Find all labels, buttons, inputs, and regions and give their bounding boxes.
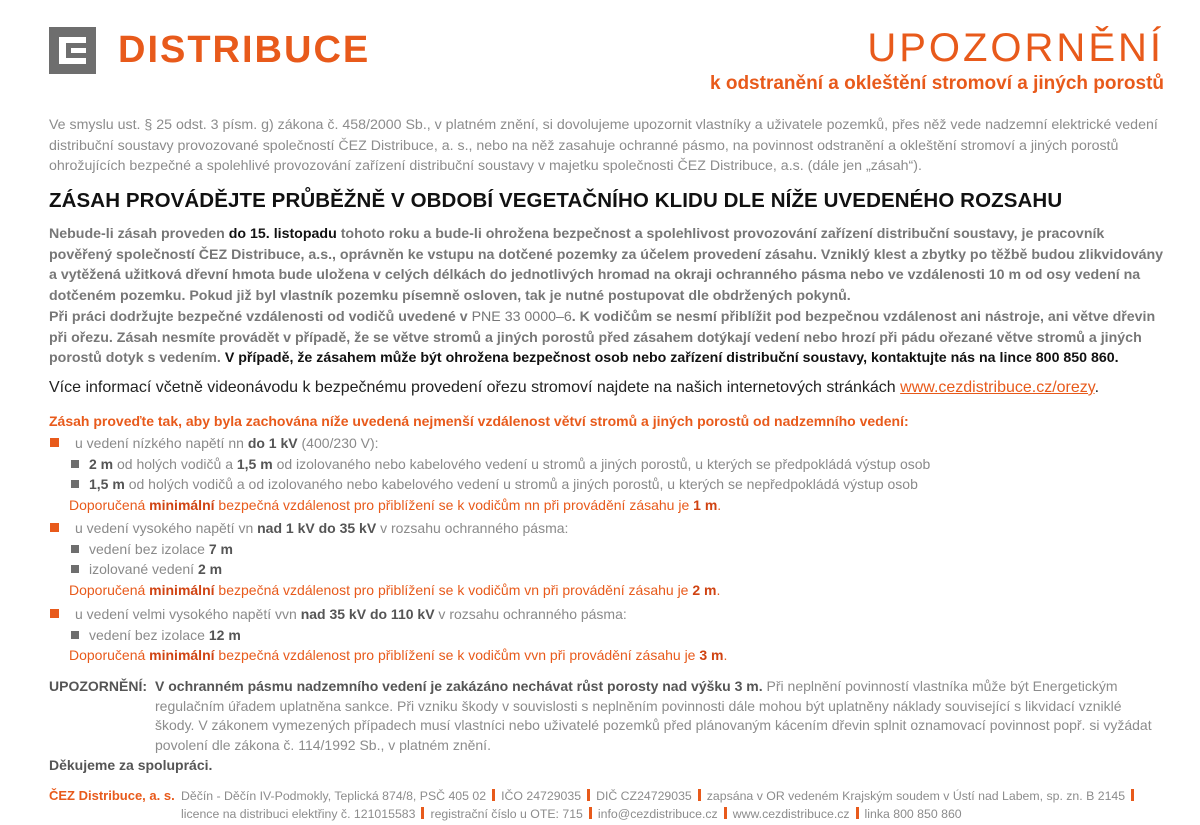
list-item	[49, 433, 1164, 454]
paragraph-deadline	[49, 224, 1164, 306]
distance: 2 m	[89, 455, 114, 472]
footer-line-1	[181, 787, 1140, 805]
voltage: nad 1 kV do 35 kV	[257, 520, 377, 536]
separator	[589, 807, 592, 819]
separator	[856, 807, 859, 819]
text: Doporučená	[69, 496, 150, 513]
text: bezpečná vzdálenost pro přiblížení se k vodičům vvn při provádění zásahu je	[214, 647, 700, 663]
text: Nebude-li zásah proveden	[49, 226, 229, 242]
footer	[49, 787, 1164, 823]
separator	[698, 789, 701, 801]
distance: 1,5 m	[89, 476, 125, 492]
text: minimální	[149, 647, 215, 663]
thanks-text: Děkujeme za spolupráci.	[49, 757, 213, 773]
separator	[492, 789, 495, 801]
document-title	[710, 26, 1164, 96]
text: Při práci dodržujte bezpečné vzdálenosti od vodičů uvedené v	[49, 309, 472, 325]
ote-number: registrační číslo u OTE: 715	[430, 807, 583, 821]
website[interactable]: www.cezdistribuce.cz	[732, 807, 850, 821]
ico: IČO 24729035	[501, 789, 582, 803]
text: .	[1094, 379, 1100, 396]
cez-logo-icon	[49, 27, 96, 74]
list-item	[49, 518, 1164, 539]
paragraph-safety	[49, 307, 1164, 369]
orezy-link[interactable]: www.cezdistribuce.cz/orezy	[900, 379, 1095, 396]
text: minimální	[149, 496, 215, 513]
text: (400/230 V):	[297, 435, 379, 451]
text: Doporučená	[69, 647, 150, 663]
distance-lead: Zásah proveďte tak, aby byla zachována níže uvedená nejmenší vzdálenost větví stromů a jiných porostů od nadzemního vedení:	[49, 413, 909, 429]
separator	[724, 807, 727, 819]
text: vedení bez izolace	[89, 540, 209, 557]
text: .	[717, 496, 722, 513]
section-nn	[49, 433, 1164, 515]
text: v rozsahu ochranného pásma:	[434, 606, 627, 622]
recommendation	[49, 495, 1164, 516]
section-vn	[49, 518, 1164, 600]
license: licence na distribuci elektřiny č. 121015583	[181, 807, 416, 821]
list-subitem	[49, 625, 1164, 646]
text: Více informací včetně videonávodu k bezpečnému provedení ořezu stromoví najdete na našich internetových stránkách	[49, 379, 901, 396]
text: . K vodičům se nesmí přiblížit pod bezpečnou vzdálenost ani nástroje, ani větve dřevin při ořezu. Zásah nesmíte provádět v případě, že se větve stromů a jiných porostů před zásahem dotýkají vedení nebo hrozí při pádu ořezané větve stromů a jiných porostů dotyk s vedením.	[49, 309, 1156, 366]
text: Doporučená	[69, 581, 150, 598]
logo-text: DISTRIBUCE	[118, 29, 371, 71]
list-item	[49, 604, 1164, 625]
recommendation	[49, 645, 1164, 666]
title-main: UPOZORNĚNÍ	[867, 26, 1164, 70]
distance: 12 m	[208, 626, 241, 643]
distance: 2 m	[692, 581, 717, 598]
distance: 3 m	[699, 647, 724, 663]
separator	[587, 789, 590, 801]
text: od holých vodičů a	[113, 455, 237, 472]
list-subitem	[49, 454, 1164, 475]
text: tohoto roku a bude-li ohrožena bezpečnost a spolehlivost provozování zařízení distribuční soustavy, je pracovník pověřený společností ČEZ Distribuce, a.s., oprávněn ke vstupu na dotčené pozemky za účelem provedení zásahu. Vzniklý klest a zbytky po těžbě budou zlikvidovány a vytěžená užitková dřevní hmota bude uložena v celých délkách do jednotlivých hromad na okraji ochranného pásma nebo ve vzdálenosti 10 m od osy vedení na dotčeném pozemku. Pokud již byl vlastník pozemku písemně osloven, tak je nutné postupovat dle obdržených pokynů.	[49, 226, 1164, 304]
text: u vedení nízkého napětí nn	[75, 435, 248, 451]
list-subitem	[49, 539, 1164, 560]
text: minimální	[149, 581, 215, 598]
footer-details	[181, 787, 1140, 823]
warning-label: UPOZORNĚNÍ:	[49, 678, 147, 694]
text: u vedení vysokého napětí vn	[75, 520, 258, 536]
warning-text	[155, 677, 1164, 755]
section-vvn	[49, 604, 1164, 666]
warning-emphasis: V ochranném pásmu nadzemního vedení je zakázáno nechávat růst porosty nad výšku 3 m.	[155, 678, 763, 694]
text: .	[716, 581, 721, 598]
text: od izolovaného nebo kabelového vedení u stromů a jiných porostů, u kterých se předpokládá výstup osob	[272, 455, 931, 472]
text: v rozsahu ochranného pásma:	[376, 520, 569, 536]
text: u vedení velmi vysokého napětí vvn	[75, 606, 301, 622]
emergency-contact: V případě, že zásahem může být ohrožena bezpečnost osob nebo zařízení distribuční soustavy, kontaktujte nás na lince 800 850 860.	[224, 350, 1119, 366]
footer-company: ČEZ Distribuce, a. s.	[49, 788, 175, 803]
distance: 1,5 m	[236, 455, 273, 472]
list-subitem	[49, 559, 1164, 580]
cez-logo	[49, 27, 370, 74]
distance: 2 m	[197, 561, 223, 577]
distance: 7 m	[208, 540, 233, 557]
title-subtitle: k odstranění a okleštění stromoví a jiných porostů	[710, 73, 1164, 94]
more-info	[49, 377, 1164, 399]
intro-paragraph: Ve smyslu ust. § 25 odst. 3 písm. g) zákona č. 458/2000 Sb., v platném znění, si dovolujeme upozornit vlastníky a uživatele pozemků, přes něž vede nadzemní elektrické vedení distribuční soustavy provozované společností ČEZ Distribuce, a. s., nebo na něž zasahuje ochranné pásmo, na povinnost odstranění a okleštění stromoví a jiných porostů ohrožujících bezpečné a spolehlivé provozování zařízení distribuční soustavy v majetku společnosti ČEZ Distribuce, a.s. (dále jen „zásah“).	[49, 117, 1158, 174]
main-heading: ZÁSAH PROVÁDĚJTE PRŮBĚŽNĚ V OBDOBÍ VEGETAČNÍHO KLIDU DLE NÍŽE UVEDENÉHO ROZSAHU	[49, 189, 1063, 212]
separator	[1131, 789, 1134, 801]
voltage: nad 35 kV do 110 kV	[300, 606, 435, 622]
footer-line-2	[181, 805, 1140, 823]
email[interactable]: info@cezdistribuce.cz	[597, 807, 718, 821]
text: bezpečná vzdálenost pro přiblížení se k vodičům nn při provádění zásahu je	[214, 496, 694, 513]
text: vedení bez izolace	[89, 626, 209, 643]
list-subitem	[49, 474, 1164, 495]
address: Děčín - Děčín IV-Podmokly, Teplická 874/8, PSČ 405 02	[181, 789, 487, 803]
dic: DIČ CZ24729035	[596, 789, 692, 803]
text: Při neplnění povinností vlastníka může být Energetickým regulačním úřadem uplatněna sankce. Při vzniku škody v souvislosti s neplněním povinnosti dále mohou být uplatněny náklady související s likvidací vzniklé škody. V zákonem vymezených případech musí vlastníci nebo uživatelé pozemků před plánovaným kácením dřevin splnit oznamovací povinnost popř. si vyžádat povolení dle zákona č. 114/1992 Sb., v platném znění.	[155, 678, 1152, 753]
separator	[421, 807, 424, 819]
voltage: do 1 kV	[247, 435, 298, 451]
registration: zapsána v OR vedeném Krajským soudem v Ústí nad Labem, sp. zn. B 2145	[706, 789, 1126, 803]
phone: linka 800 850 860	[864, 807, 962, 821]
distance: 1 m	[693, 496, 718, 513]
warning-block	[49, 677, 1164, 755]
norm-reference: PNE 33 0000–6	[471, 309, 572, 325]
deadline: do 15. listopadu	[228, 226, 337, 242]
text: .	[723, 647, 728, 663]
recommendation	[49, 580, 1164, 601]
text: izolované vedení	[89, 561, 198, 577]
text: od holých vodičů a od izolovaného nebo kabelového vedení u stromů a jiných porostů, u kterých se nepředpokládá výstup osob	[124, 476, 918, 492]
text: bezpečná vzdálenost pro přiblížení se k vodičům vn při provádění zásahu je	[214, 581, 693, 598]
